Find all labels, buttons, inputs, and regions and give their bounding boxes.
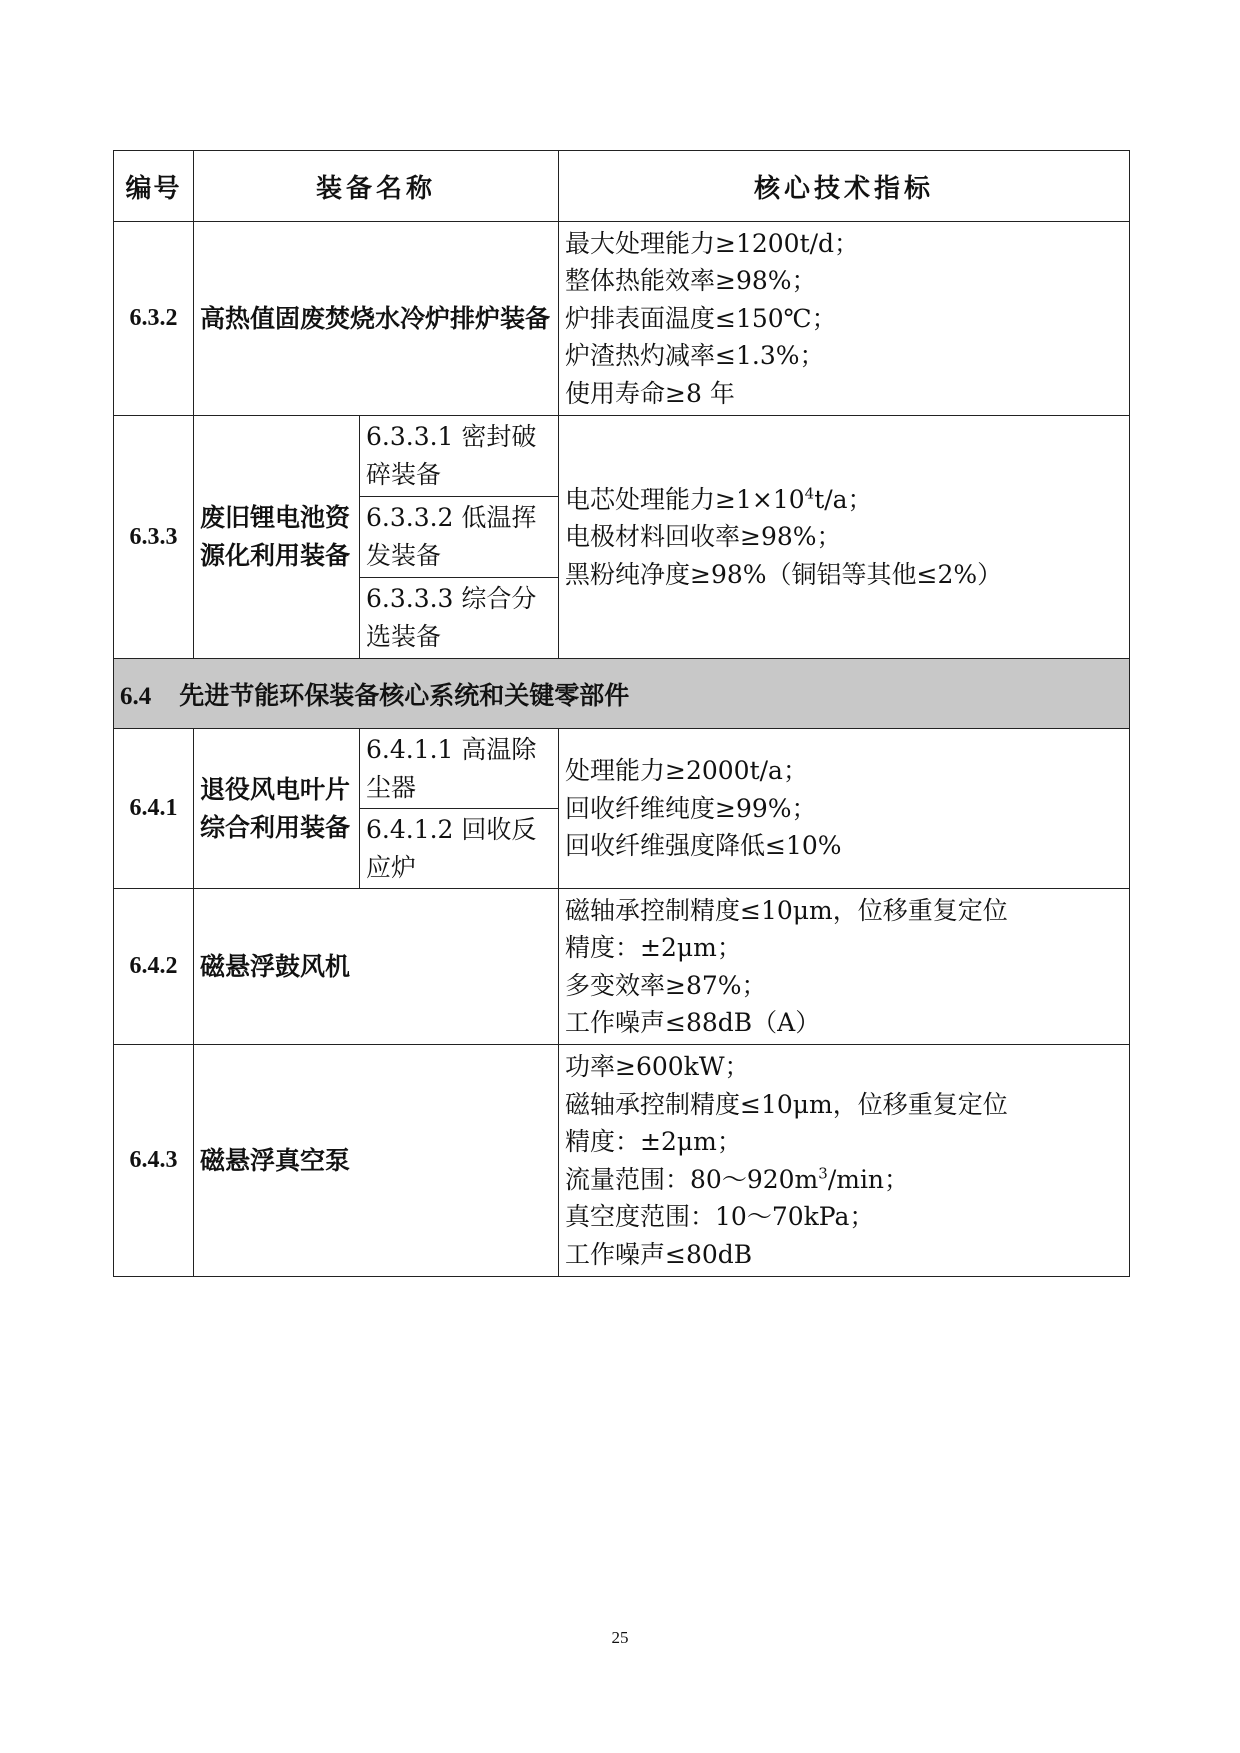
sub-equipment: 6.3.3.3 综合分选装备 (360, 578, 559, 659)
row-code: 6.4.1 (114, 729, 194, 889)
row-code: 6.3.2 (114, 222, 194, 416)
table-row (114, 889, 1130, 1045)
equipment-name: 磁悬浮真空泵 (194, 1045, 559, 1277)
spec-line: 处理能力≥2000t/a； (565, 756, 808, 786)
spec-cell (559, 729, 1130, 889)
spec-line: 精度：±2μm； (565, 1127, 742, 1156)
row-code: 6.4.3 (114, 1045, 194, 1277)
spec-line: 流量范围：$80\sim 920m^3/\min$； (565, 1164, 910, 1194)
spec-line: 磁轴承控制精度≤10μm，位移重复定位 (565, 1089, 1008, 1119)
spec-line: 回收纤维强度降低≤10% (565, 831, 842, 861)
equipment-name: 废旧锂电池资源化利用装备 (194, 416, 360, 659)
spec-line: 炉渣热灼减率≤1.3%； (565, 341, 825, 371)
page-number: 25 (611, 1628, 629, 1647)
table-row (114, 1045, 1130, 1277)
spec-line: 电极材料回收率≥98%； (565, 522, 842, 552)
section-title: 先进节能环保装备核心系统和关键零部件 (179, 680, 630, 710)
header-spec: 核心技术指标 (559, 151, 1130, 222)
spec-line: 工作噪声≤80dB (565, 1239, 753, 1269)
sub-equipment: 6.4.1.1 高温除尘器 (360, 729, 559, 809)
spec-line: 磁轴承控制精度≤10μm，位移重复定位 (565, 895, 1008, 925)
table-row (114, 222, 1130, 416)
spec-line: 功率≥600kW； (565, 1052, 750, 1081)
equipment-name: 退役风电叶片综合利用装备 (194, 729, 360, 889)
section-number: 6.4 (120, 682, 152, 710)
spec-line: 黑粉纯净度≥98%（铜铝等其他≤2%） (565, 559, 1003, 589)
sub-equipment: 6.4.1.2 回收反应炉 (360, 809, 559, 889)
sub-equipment: 6.3.3.2 低温挥发装备 (360, 497, 559, 578)
spec-line: 精度：±2μm； (565, 933, 742, 962)
sub-equipment: 6.3.3.1 密封破碎装备 (360, 416, 559, 497)
spec-line: 多变效率≥87%； (565, 970, 767, 1000)
table-row (114, 729, 1130, 809)
spec-line: 使用寿命≥8 年 (565, 378, 735, 408)
spec-line: 炉排表面温度≤150℃； (565, 303, 837, 333)
spec-cell (559, 1045, 1130, 1277)
section-heading (114, 659, 1130, 729)
spec-line: 真空度范围：10～70kPa； (565, 1202, 875, 1231)
equipment-table (113, 150, 1130, 1277)
spec-line: 整体热能效率≥98%； (565, 266, 817, 296)
equipment-name: 磁悬浮鼓风机 (194, 889, 559, 1045)
spec-line: 电芯处理能力$\ge 1\times 10^4t/a$； (565, 484, 873, 514)
spec-cell (559, 889, 1130, 1045)
header-code: 编号 (114, 151, 194, 222)
row-code: 6.4.2 (114, 889, 194, 1045)
equipment-name: 高热值固废焚烧水冷炉排炉装备 (194, 222, 559, 416)
header-name: 装备名称 (194, 151, 559, 222)
spec-line: 工作噪声≤88dB（A） (565, 1008, 821, 1037)
spec-cell (559, 416, 1130, 659)
row-code: 6.3.3 (114, 416, 194, 659)
section-row (114, 659, 1130, 729)
spec-line: 最大处理能力≥1200t/d； (565, 228, 860, 258)
spec-line: 回收纤维纯度≥99%； (565, 793, 817, 823)
table-row (114, 416, 1130, 497)
spec-cell (559, 222, 1130, 416)
table-header-row (114, 151, 1130, 222)
